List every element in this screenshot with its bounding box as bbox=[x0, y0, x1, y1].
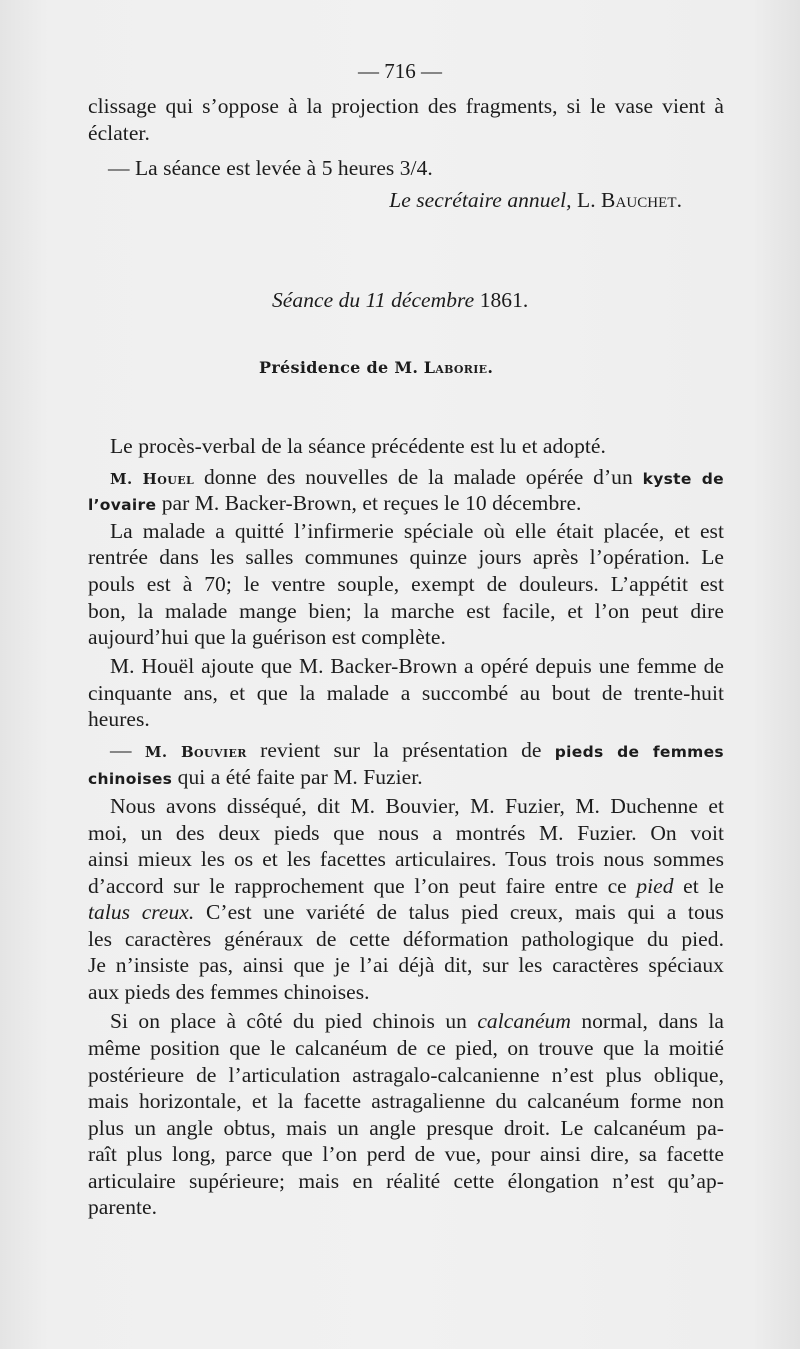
paragraph-minutes: Le procès-verbal de la séance précédente est lu et adopté. bbox=[110, 434, 606, 458]
italic-term: pied bbox=[636, 874, 674, 898]
text-line: ainsi mieux les os et les facettes articulaires. Tous trois nous sommes bbox=[88, 847, 724, 871]
text-line: clissage qui s’oppose à la projection des fragments, si le vase vient à bbox=[88, 94, 724, 118]
text-line: moi, un des deux pieds que nous a montrés M. Fuzier. On voit bbox=[88, 821, 724, 845]
bold-term: l’ovaire bbox=[88, 496, 157, 514]
text-line: mais horizontale, et la facette astragalienne du calcanéum forme non bbox=[88, 1089, 724, 1113]
text-line: rentrée dans les salles communes quinze jours après l’opération. Le bbox=[88, 545, 724, 569]
text-line: les caractères généraux de cette déformation pathologique du pied. bbox=[88, 927, 724, 951]
text-line: aux pieds des femmes chinoises. bbox=[88, 980, 370, 1004]
signature-role: Le secrétaire annuel, bbox=[389, 188, 572, 212]
text-line: l’ovaire par M. Backer-Brown, et reçues le 10 décembre. bbox=[88, 491, 582, 515]
speaker-name: M. Bouvier bbox=[144, 743, 247, 761]
text-line: parente. bbox=[88, 1195, 158, 1219]
session-title bbox=[272, 287, 528, 313]
text-line: d’accord sur le rapprochement que l’on peut faire entre ce pied et le bbox=[88, 874, 724, 898]
session-year: 1861. bbox=[479, 288, 529, 312]
bold-term: kyste de bbox=[642, 470, 724, 488]
session-closing: — La séance est levée à 5 heures 3/4. bbox=[108, 156, 433, 180]
text-line: plus un angle obtus, mais un angle presque droit. Le calcanéum pa- bbox=[88, 1116, 724, 1140]
text-line: Je n’insiste pas, ainsi que je l’ai déjà dit, sur les caractères spéciaux bbox=[88, 953, 724, 977]
text-line: cinquante ans, et que la malade a succombé au bout de trente-huit bbox=[88, 681, 724, 705]
presidence-heading bbox=[259, 353, 493, 381]
paragraph-bouvier: — M. Bouvier revient sur la présentation de pieds de femmes bbox=[110, 738, 724, 762]
bold-term: pieds de femmes bbox=[554, 743, 724, 761]
session-prefix: Séance du bbox=[272, 288, 361, 312]
text-line: heures. bbox=[88, 707, 150, 731]
italic-term: talus creux. bbox=[88, 900, 195, 924]
page-number: — 716 — bbox=[358, 59, 442, 83]
text-line: talus creux. C’est une variété de talus pied creux, mais qui a tous bbox=[88, 900, 724, 924]
italic-term: calcanéum bbox=[477, 1009, 571, 1033]
presidence-text: Présidence de M. bbox=[259, 358, 419, 377]
text-line: pouls est à 70; le ventre souple, exempt de douleurs. L’appétit est bbox=[88, 572, 724, 596]
text-line: postérieure de l’articulation astragalo-calcanienne n’est plus oblique, bbox=[88, 1063, 724, 1087]
speaker-name: M. Houel bbox=[110, 470, 195, 488]
signature-name: L. Bauchet. bbox=[577, 188, 682, 212]
text-line: chinoises qui a été faite par M. Fuzier. bbox=[88, 765, 423, 789]
presidence-name: Laborie. bbox=[423, 358, 494, 377]
text-line: raît plus long, parce que l’on perd de vue, pour ainsi dire, sa facette bbox=[88, 1142, 724, 1166]
signature bbox=[88, 187, 682, 213]
text-line: articulaire supérieure; mais en réalité cette élongation n’est qu’ap- bbox=[88, 1169, 724, 1193]
session-date: 11 décembre bbox=[365, 288, 475, 312]
text-line: La malade a quitté l’infirmerie spéciale où elle était placée, et est bbox=[110, 519, 724, 543]
text-line: même position que le calcanéum de ce pied, on trouve que la moitié bbox=[88, 1036, 724, 1060]
text-line: Si on place à côté du pied chinois un calcanéum normal, dans la bbox=[110, 1009, 724, 1033]
text-line: Nous avons disséqué, dit M. Bouvier, M. Fuzier, M. Duchenne et bbox=[110, 794, 724, 818]
text-line: éclater. bbox=[88, 121, 150, 145]
bold-term: chinoises bbox=[88, 770, 173, 788]
paragraph-houel: M. Houel donne des nouvelles de la malade opérée d’un kyste de bbox=[110, 465, 724, 489]
text-line: aujourd’hui que la guérison est complète. bbox=[88, 625, 446, 649]
text-line: bon, la malade mange bien; la marche est facile, et l’on peut dire bbox=[88, 599, 724, 623]
text-line: M. Houël ajoute que M. Backer-Brown a opéré depuis une femme de bbox=[110, 654, 724, 678]
